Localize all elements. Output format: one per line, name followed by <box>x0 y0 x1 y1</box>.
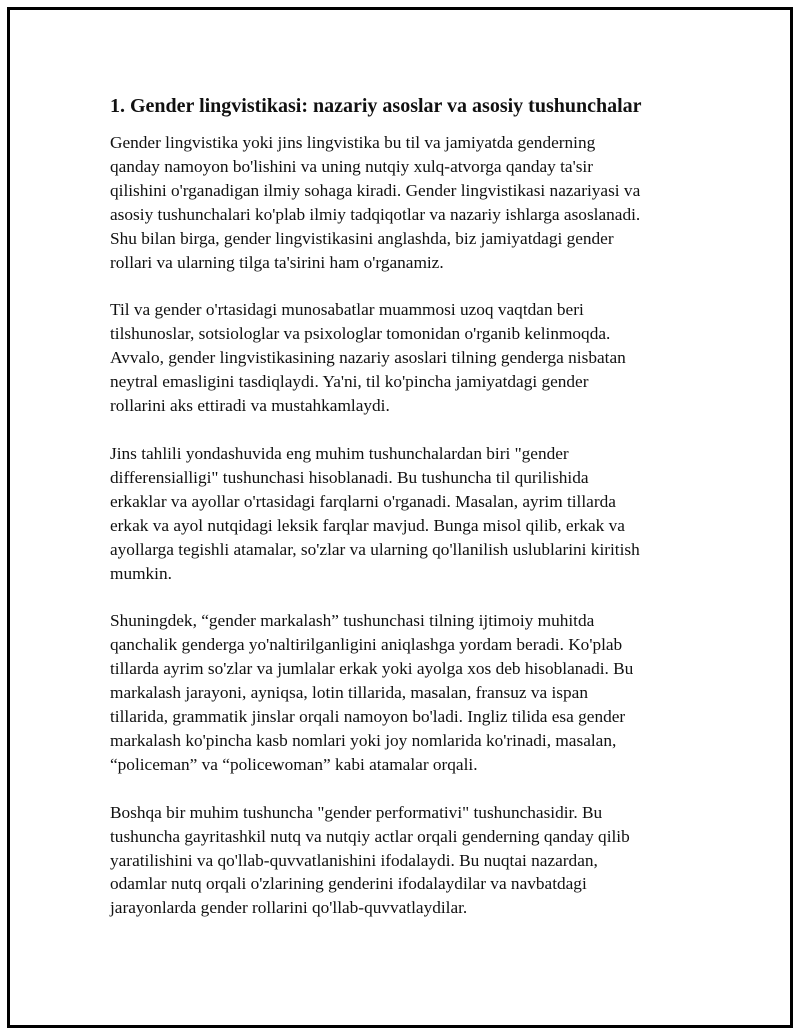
text-line: erkaklar va ayollar o'rtasidagi farqlarni o'rganadi. Masalan, ayrim tillarda <box>110 491 616 511</box>
text-line: qanchalik genderga yo'naltirilganligini aniqlashga yordam beradi. Ko'plab <box>110 635 623 655</box>
text-line: erkak va ayol nutqidagi leksik farqlar mavjud. Bunga misol qilib, erkak va <box>110 515 625 535</box>
text-line: markalash ko'pincha kasb nomlari yoki joy nomlarida ko'rinadi, masalan, <box>110 730 617 750</box>
text-line: neytral emasligini tasdiqlaydi. Ya'ni, til ko'pincha jamiyatdagi gender <box>110 372 589 392</box>
text-line: “policeman” va “policewoman” kabi atamalar orqali. <box>110 754 478 774</box>
text-line: tillarda ayrim so'zlar va jumlalar erkak yoki ayolga xos deb hisoblanadi. Bu <box>110 659 634 679</box>
text-line: qilishini o'rganadigan ilmiy sohaga kiradi. Gender lingvistikasi nazariyasi va <box>110 180 641 200</box>
text-line: Avvalo, gender lingvistikasining nazariy asoslari tilning genderga nisbatan <box>110 348 626 368</box>
text-line: mumkin. <box>110 563 172 583</box>
text-line: Gender lingvistika yoki jins lingvistika bu til va jamiyatda genderning <box>110 133 596 152</box>
text-line: ayollarga tegishli atamalar, so'zlar va ularning qo'llanilish uslublarini kiritish <box>110 539 640 559</box>
paragraph-1 <box>110 131 690 274</box>
text-line: rollari va ularning tilga ta'sirini ham o'rganamiz. <box>110 252 444 272</box>
text-line: tillarida, grammatik jinslar orqali namoyon bo'ladi. Ingliz tilida esa gender <box>110 707 626 727</box>
text-line: Boshqa bir muhim tushuncha "gender performativi" tushunchasidir. Bu <box>110 802 603 822</box>
section-heading: 1. Gender lingvistikasi: nazariy asoslar va asosiy tushunchalar <box>110 95 642 117</box>
paragraph-2 <box>110 298 690 418</box>
text-line: Shu bilan birga, gender lingvistikasini anglashda, biz jamiyatdagi gender <box>110 228 614 248</box>
document-body <box>110 93 690 944</box>
text-line: Til va gender o'rtasidagi munosabatlar muammosi uzoq vaqtdan beri <box>110 300 584 320</box>
text-line: Jins tahlili yondashuvida eng muhim tushunchalardan biri "gender <box>110 443 569 463</box>
text-line: asosiy tushunchalari ko'plab ilmiy tadqiqotlar va nazariy ishlarga asoslanadi. <box>110 204 641 224</box>
paragraph-4 <box>110 609 690 776</box>
text-line: rollarini aks ettiradi va mustahkamlaydi. <box>110 396 390 416</box>
text-line: differensialligi" tushunchasi hisoblanadi. Bu tushuncha til qurilishida <box>110 467 589 487</box>
paragraph-5 <box>110 801 690 921</box>
paragraph-3 <box>110 442 690 585</box>
text-line: tilshunoslar, sotsiologlar va psixologlar tomonidan o'rganib kelinmoqda. <box>110 324 611 344</box>
text-line: tushuncha gayritashkil nutq va nutqiy actlar orqali genderning qanday qilib <box>110 826 630 846</box>
text-line: odamlar nutq orqali o'zlarining genderini ifodalaydilar va navbatdagi <box>110 874 587 894</box>
text-line: jarayonlarda gender rollarini qo'llab-quvvatlaydilar. <box>110 898 468 918</box>
text-line: qanday namoyon bo'lishini va uning nutqiy xulq-atvorga qanday ta'sir <box>110 156 593 176</box>
text-line: yaratilishini va qo'llab-quvvatlanishini ifodalaydi. Bu nuqtai nazardan, <box>110 850 598 870</box>
text-line: markalash jarayoni, ayniqsa, lotin tillarida, masalan, fransuz va ispan <box>110 683 588 703</box>
text-line: Shuningdek, “gender markalash” tushunchasi tilning ijtimoiy muhitda <box>110 611 595 631</box>
